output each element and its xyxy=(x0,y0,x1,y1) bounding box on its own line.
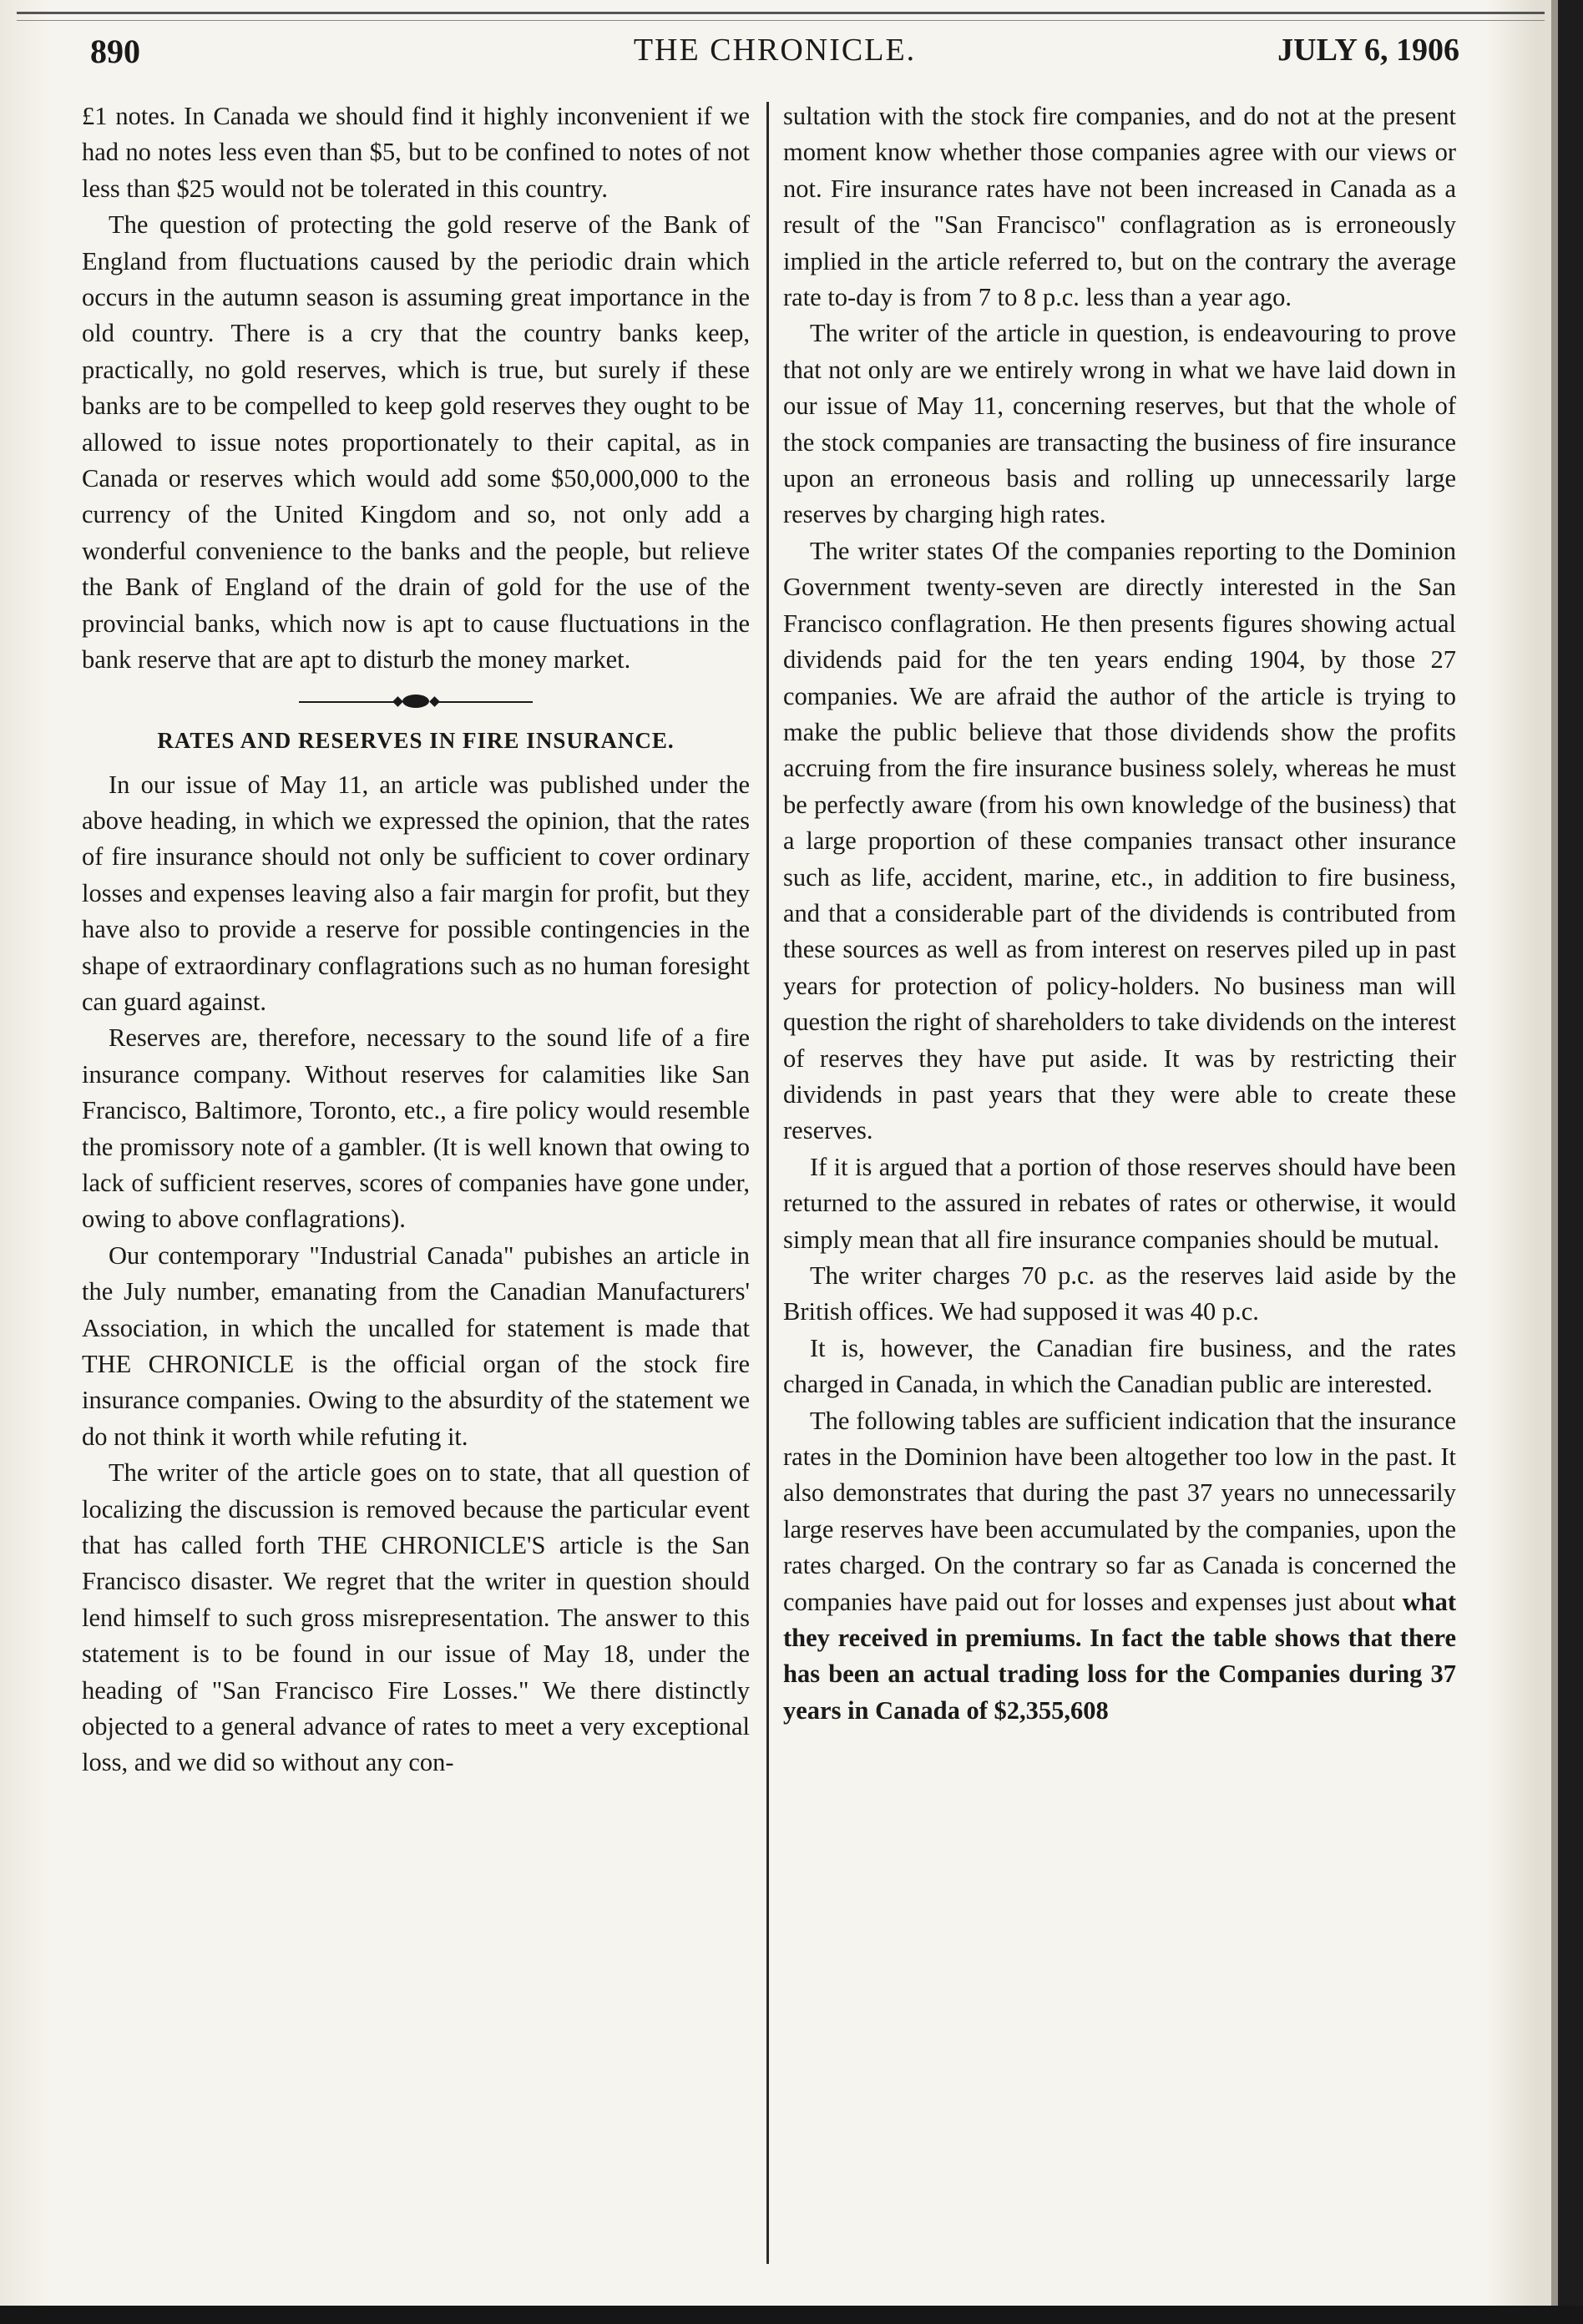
paragraph: The question of protecting the gold reserve of the Bank of England from fluctuations caused by the periodic drain which occurs in the autumn season is assuming great importance in the old country. There is a cry that the country banks keep, practically, no gold reserves, which is true, but surely if these banks are to be compelled to keep gold reserves they ought to be allowed to issue notes proportionately to their capital, as in Canada or reserves which would add some $50,000,000 to the currency of the United Kingdom and so, not only add a wonderful convenience to the banks and the people, but relieve the Bank of England of the drain of gold for the use of the provincial banks, which now is apt to cause fluctuations in the bank reserve that are apt to disturb the money market. xyxy=(82,210,750,674)
top-rule-thin xyxy=(17,20,1545,21)
publication-title: THE CHRONICLE. xyxy=(633,33,917,68)
paragraph: Our contemporary "Industrial Canada" pubishes an article in the July number, emanating from the Canadian Manufacturers' Association, in which the uncalled for statement is made that THE CHRONICLE is the official organ of the stock fire insurance companies. Owing to the absurdity of the statement we do not think it worth while refuting it. xyxy=(82,1240,750,1451)
paragraph: The writer charges 70 p.c. as the reserves laid aside by the British offices. We had supposed it was 40 p.c. xyxy=(783,1261,1456,1326)
paragraph: If it is argued that a portion of those reserves should have been returned to the assured in rebates of rates or otherwise, it would simply mean that all fire insurance companies should be mutual. xyxy=(783,1152,1456,1254)
paragraph: It is, however, the Canadian fire business, and the rates charged in Canada, in which the Canadian public are interested. xyxy=(783,1333,1456,1399)
left-column xyxy=(82,99,750,1781)
column-divider xyxy=(766,102,769,2264)
ornament-line-left xyxy=(299,701,399,703)
page-bottom-edge xyxy=(0,2306,1583,2324)
paragraph: Reserves are, therefore, necessary to the sound life of a fire insurance company. Without reserves for calamities like San Francisco, Baltimore, Toronto, etc., a fire policy would resemble the promissory note of a gambler. (It is well known that owing to lack of sufficient reserves, scores of companies have gone under, owing to above conflagrations). xyxy=(82,1023,750,1234)
issue-date: JULY 6, 1906 xyxy=(1277,33,1459,68)
ornament-line-right xyxy=(432,701,533,703)
page-header xyxy=(90,32,1459,82)
ornament-center xyxy=(402,695,429,708)
page-edge-shadow xyxy=(1551,0,1558,2324)
paragraph: sultation with the stock fire companies, and do not at the present moment know whether those companies agree with our views or not. Fire insurance rates have not been increased in Canada as a result of the "San Francisco" conflagration as is erroneously implied in the article referred to, but on the contrary the average rate to-day is from 7 to 8 p.c. less than a year ago. xyxy=(783,102,1456,312)
page-edge xyxy=(1558,0,1583,2324)
paragraph xyxy=(783,1403,1456,1730)
paragraph: The writer of the article goes on to state, that all question of localizing the discussion is removed because the particular event that has called forth THE CHRONICLE'S article is the San Francisco disaster. We regret that the writer in question should lend himself to such gross misrepresentation. The answer to this statement is to be found in our issue of May 18, under the heading of "San Francisco Fire Losses." We there distinctly objected to a general advance of rates to meet a very exceptional loss, and we did so without any con- xyxy=(82,1458,750,1777)
paragraph: In our issue of May 11, an article was published under the above heading, in which we expressed the opinion, that the rates of fire insurance should not only be sufficient to cover ordinary losses and expenses leaving also a fair margin for profit, but they have also to provide a reserve for possible contingencies in the shape of extraordinary conflagrations such as no human foresight can guard against. xyxy=(82,770,750,1016)
paragraph-text: The following tables are sufficient indication that the insurance rates in the Dominion have been altogether too low in the past. It also demonstrates that during the past 37 years no unnecessarily large reserves have been accumulated by the companies, upon the rates charged. On the contrary so far as Canada is concerned the companies have paid out for losses and expenses just about xyxy=(783,1406,1456,1616)
paragraph-bold-text: what they received in premiums. In fact the table shows that there has been an actual trading loss for the Companies during 37 years in Canada of $2,355,608 xyxy=(783,1587,1457,1725)
paragraph: The writer states Of the companies reporting to the Dominion Government twenty-seven are directly interested in the San Francisco conflagration. He then presents figures showing actual dividends paid for the ten years ending 1904, by those 27 companies. We are afraid the author of the article is trying to make the public believe that those dividends show the profits accruing from the fire insurance business solely, whereas he must be perfectly aware (from his own knowledge of the business) that a large proportion of these companies transact other insurance such as life, accident, marine, etc., in addition to fire business, and that a considerable part of the dividends is contributed from these sources as well as from interest on reserves piled up in past years for protection of policy-holders. No business man will question the right of shareholders to take dividends on the interest of reserves they have put aside. It was by restricting their dividends in past years that they were able to create these reserves. xyxy=(783,536,1456,1145)
paragraph: The writer of the article in question, is endeavouring to prove that not only are we entirely wrong in what we have laid down in our issue of May 11, concerning reserves, but that the whole of the stock companies are transacting the business of fire insurance upon an erroneous basis and rolling up unnecessarily large reserves by charging high rates. xyxy=(783,319,1456,529)
section-ornament xyxy=(82,685,750,719)
page-number: 890 xyxy=(90,33,140,70)
top-rule xyxy=(17,12,1545,14)
paragraph: £1 notes. In Canada we should find it highly inconvenient if we had no notes less even than $5, but to be confined to notes of not less than $25 would not be tolerated in this country. xyxy=(82,102,750,203)
article-heading: RATES AND RESERVES IN FIRE INSURANCE. xyxy=(157,727,675,753)
ornament-dot-left xyxy=(392,696,403,707)
right-column xyxy=(783,99,1456,1729)
